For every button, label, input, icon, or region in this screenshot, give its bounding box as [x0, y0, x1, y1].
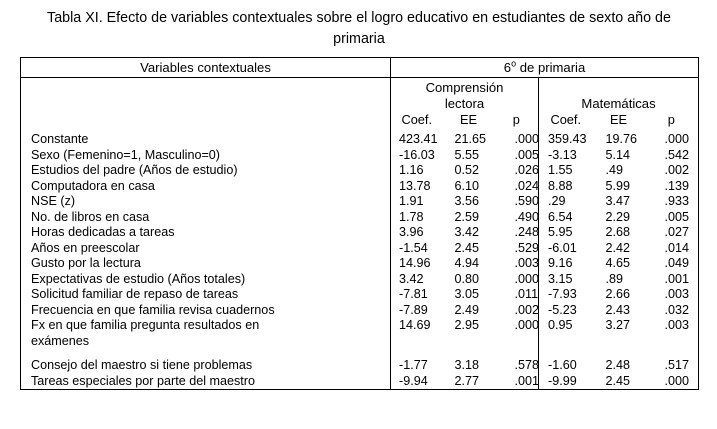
header-cl-ee: EE	[459, 112, 478, 127]
results-table	[20, 57, 699, 390]
cell-cl-ee: 3.18	[454, 358, 480, 372]
header-variables-contextuales: Variables contextuales	[21, 58, 391, 78]
cell-mat-ee: 3.27	[605, 318, 631, 332]
row-label: Frecuencia en que familia revisa cuadernos	[21, 303, 391, 319]
cell-cl-p: .000	[514, 318, 540, 332]
row-label-continuation: exámenes	[21, 334, 391, 350]
table-row	[21, 241, 699, 257]
cell-mat-p: .000	[645, 129, 699, 148]
cell-mat-ee: 2.48	[605, 358, 631, 372]
header-row-top	[21, 58, 699, 78]
header-mat-p: p	[645, 111, 699, 129]
cell-mat-ee: 2.43	[605, 302, 631, 317]
cell-mat-ee: 2.45	[593, 374, 645, 390]
cell-mat-coef: -7.93	[539, 287, 593, 303]
cell-cl-p: .578	[514, 358, 540, 372]
cell-empty	[391, 349, 443, 358]
cell-mat-ee: .49	[605, 163, 624, 177]
cell-mat-p: .001	[645, 272, 699, 288]
cell-cl-p: .024	[514, 178, 540, 193]
subject-name-line2: lectora	[444, 95, 485, 111]
cell-mat-ee: 3.47	[605, 194, 631, 208]
cell-cl-ee: 0.80	[454, 271, 480, 286]
cell-mat-coef: 1.55	[539, 163, 593, 179]
cell-cl-coef: 1.91	[391, 194, 443, 210]
cell-cl-ee: 0.52	[454, 163, 480, 177]
row-label: Gusto por la lectura	[21, 256, 391, 272]
cell-mat-ee: 19.76	[605, 132, 638, 146]
header-spacer	[21, 78, 391, 112]
cell-cl-coef: 13.78	[391, 179, 443, 195]
cell-mat-ee: 4.65	[605, 256, 631, 270]
cell-mat-coef: 0.95	[539, 318, 593, 334]
cell-cl-p: .490	[514, 209, 540, 224]
cell-cl-ee: 3.42	[454, 225, 480, 239]
row-label: NSE (z)	[21, 194, 391, 210]
cell-mat-coef: 5.95	[539, 225, 593, 241]
row-label: No. de libros en casa	[21, 210, 391, 226]
cell-cl-p: .000	[514, 132, 540, 146]
cell-cl-coef: -7.89	[391, 303, 443, 319]
subject-name-line1: Matemáticas	[581, 95, 656, 111]
cell-mat-p: .517	[645, 358, 699, 374]
cell-cl-coef: -7.81	[391, 287, 443, 303]
cell-empty	[495, 334, 539, 350]
cell-mat-coef: -6.01	[539, 241, 593, 257]
cell-cl-ee: 2.49	[454, 302, 480, 317]
table-row	[21, 148, 699, 164]
cell-empty	[495, 349, 539, 358]
header-subject-comprension-lectora	[391, 78, 539, 112]
header-spacer-2	[21, 111, 391, 129]
row-label: Estudios del padre (Años de estudio)	[21, 163, 391, 179]
cell-cl-ee: 21.65	[454, 132, 487, 146]
cell-cl-p: .001	[495, 374, 539, 390]
cell-empty	[593, 349, 645, 358]
header-mat-ee: EE	[609, 112, 628, 127]
row-label: Computadora en casa	[21, 179, 391, 195]
cell-cl-ee: 6.10	[454, 178, 480, 193]
table-row	[21, 163, 699, 179]
cell-empty	[539, 334, 593, 350]
row-label: Constante	[21, 129, 391, 148]
header-grade-text: de primaria	[516, 60, 586, 75]
cell-mat-coef: 9.16	[539, 256, 593, 272]
cell-empty	[645, 334, 699, 350]
table-row	[21, 303, 699, 319]
cell-cl-coef: 1.16	[391, 163, 443, 179]
row-label: Consejo del maestro si tiene problemas	[21, 358, 391, 374]
row-label: Horas dedicadas a tareas	[21, 225, 391, 241]
cell-mat-p: .003	[645, 287, 699, 303]
cell-mat-coef: 359.43	[539, 129, 593, 148]
table-row	[21, 374, 699, 390]
cell-mat-p: .032	[645, 303, 699, 319]
cell-empty	[645, 349, 699, 358]
subject-name-line1: Comprensión	[425, 80, 504, 95]
cell-cl-coef: 1.78	[391, 210, 443, 226]
table-row	[21, 210, 699, 226]
cell-mat-ee: 2.42	[605, 240, 631, 255]
row-label: Sexo (Femenino=1, Masculino=0)	[21, 148, 391, 164]
cell-cl-p: .590	[514, 194, 540, 208]
header-row-subjects	[21, 78, 699, 112]
header-row-stats	[21, 111, 699, 129]
cell-cl-coef: 3.42	[391, 272, 443, 288]
table-row	[21, 194, 699, 210]
cell-mat-coef: -9.99	[539, 374, 593, 390]
cell-cl-coef: -1.77	[391, 358, 443, 374]
cell-cl-p: .003	[514, 256, 540, 270]
cell-cl-coef: 14.96	[391, 256, 443, 272]
cell-mat-coef: 6.54	[539, 210, 593, 226]
header-grade-number: 6	[503, 60, 512, 75]
table-container	[20, 57, 698, 390]
cell-cl-ee: 2.95	[454, 318, 480, 332]
table-row	[21, 179, 699, 195]
cell-cl-coef: 14.69	[391, 318, 443, 334]
cell-mat-p: .002	[645, 163, 699, 179]
table-row	[21, 256, 699, 272]
table-row	[21, 287, 699, 303]
cell-cl-coef: 423.41	[391, 129, 443, 148]
table-row	[21, 272, 699, 288]
cell-mat-p: .005	[645, 210, 699, 226]
cell-mat-ee: 2.66	[605, 287, 631, 301]
cell-mat-p: .027	[645, 225, 699, 241]
table-caption: Tabla XI. Efecto de variables contextuales sobre el logro educativo en estudiantes de sexto año de primaria	[47, 10, 671, 47]
row-label: Años en preescolar	[21, 241, 391, 257]
table-row-continuation	[21, 334, 699, 350]
row-label: Expectativas de estudio (Años totales)	[21, 272, 391, 288]
cell-cl-ee: 2.77	[443, 374, 495, 390]
cell-cl-ee: 2.59	[454, 209, 480, 224]
cell-cl-coef: 3.96	[391, 225, 443, 241]
header-grade-ordinal: o	[511, 58, 517, 69]
cell-cl-p: .248	[514, 225, 540, 239]
cell-mat-p: .049	[645, 256, 699, 272]
cell-mat-ee: 2.68	[605, 225, 631, 239]
cell-mat-p: .542	[645, 148, 699, 164]
header-cl-coef: Coef.	[391, 111, 443, 129]
table-row	[21, 129, 699, 148]
table-row-spacer	[21, 349, 699, 358]
cell-cl-coef: -1.54	[391, 241, 443, 257]
table-row	[21, 225, 699, 241]
header-mat-coef: Coef.	[539, 111, 593, 129]
cell-empty	[391, 334, 443, 350]
row-label: Fx en que familia pregunta resultados en	[21, 318, 391, 334]
cell-empty	[21, 349, 391, 358]
cell-mat-coef: 8.88	[539, 179, 593, 195]
cell-cl-p: .002	[514, 302, 540, 317]
cell-empty	[443, 349, 495, 358]
cell-cl-coef: -16.03	[391, 148, 443, 164]
cell-mat-ee: .89	[605, 271, 624, 286]
cell-mat-ee: 5.99	[605, 178, 631, 193]
cell-mat-p: .003	[645, 318, 699, 334]
cell-cl-p: .005	[514, 147, 540, 162]
header-subject-matematicas	[539, 78, 699, 112]
cell-cl-coef: -9.94	[391, 374, 443, 390]
cell-mat-p: .139	[645, 179, 699, 195]
cell-cl-ee: 3.56	[454, 194, 480, 208]
cell-mat-coef: -5.23	[539, 303, 593, 319]
table-head	[21, 58, 699, 130]
cell-mat-p: .000	[645, 374, 699, 390]
header-grade	[391, 58, 699, 78]
cell-cl-p: .000	[514, 271, 540, 286]
cell-cl-ee: 4.94	[454, 256, 480, 270]
cell-cl-p: .011	[514, 287, 539, 301]
cell-mat-ee: 5.14	[605, 147, 631, 162]
cell-mat-coef: -1.60	[539, 358, 593, 374]
row-label: Tareas especiales por parte del maestro	[21, 374, 391, 390]
cell-cl-ee: 3.05	[454, 287, 480, 301]
cell-mat-coef: -3.13	[539, 148, 593, 164]
cell-empty	[539, 349, 593, 358]
cell-mat-p: .014	[645, 241, 699, 257]
cell-mat-p: .933	[645, 194, 699, 210]
cell-cl-ee: 2.45	[454, 240, 480, 255]
table-row	[21, 358, 699, 374]
cell-cl-ee: 5.55	[454, 147, 480, 162]
cell-mat-coef: 3.15	[539, 272, 593, 288]
cell-cl-p: .529	[514, 240, 540, 255]
table-body	[21, 129, 699, 390]
cell-cl-p: .026	[514, 163, 540, 177]
table-row	[21, 318, 699, 334]
cell-mat-ee: 2.29	[605, 209, 631, 224]
header-cl-p: p	[512, 112, 520, 127]
cell-mat-coef: .29	[539, 194, 593, 210]
row-label: Solicitud familiar de repaso de tareas	[21, 287, 391, 303]
cell-empty	[593, 334, 645, 350]
cell-empty	[443, 334, 495, 350]
